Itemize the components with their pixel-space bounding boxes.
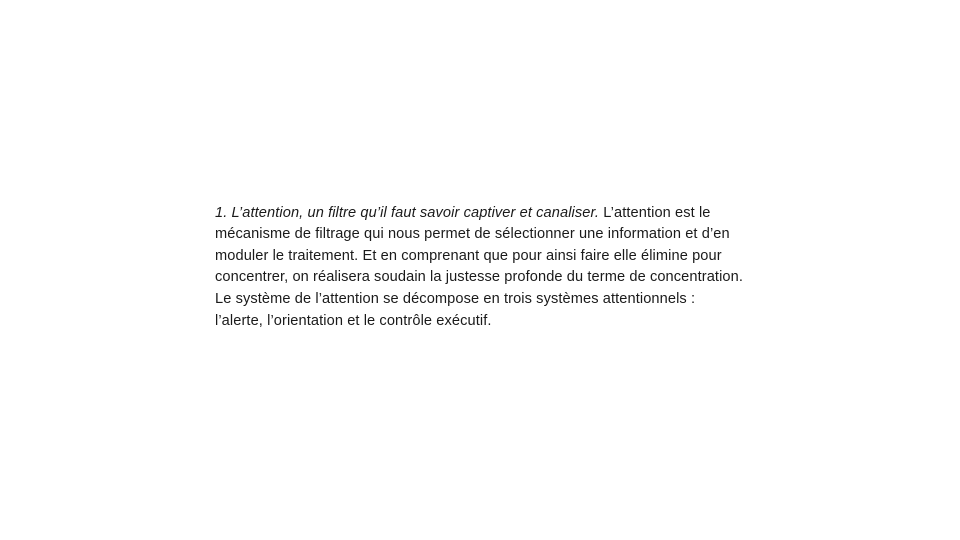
- paragraph-heading: 1. L’attention, un filtre qu’il faut savoir captiver et canaliser.: [215, 204, 600, 221]
- paragraph-body: L’attention est le mécanisme de filtrage qui nous permet de sélectionner une information et d’en moduler le traitement. Et en comprenant que pour ainsi faire elle élimine pour concentrer, on réalisera soudain la justesse profonde du terme de concentration. Le système de l’attention se décompose en trois systèmes attentionnels : l’alerte, l’orientation et le contrôle exécutif.: [215, 204, 744, 329]
- paragraph: [215, 203, 745, 333]
